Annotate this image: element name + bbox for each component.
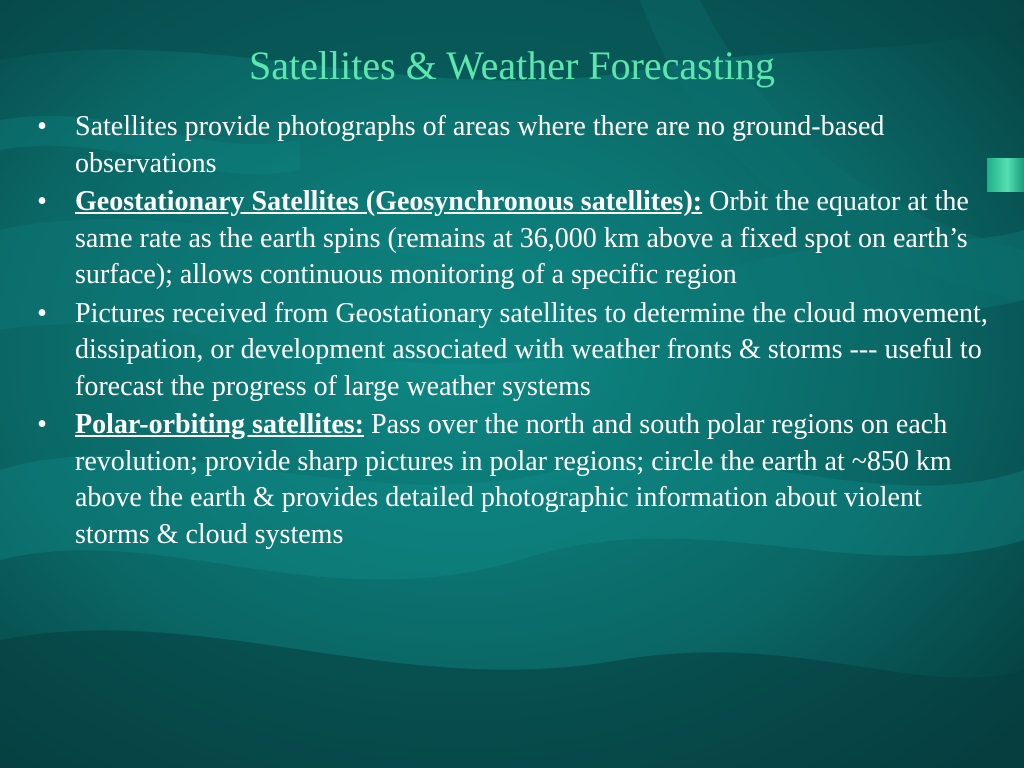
bullet-item — [32, 407, 992, 553]
bullet-list — [32, 109, 992, 555]
bullet-text: Pictures received from Geostationary satellites to determine the cloud movement, dissipation, or development associated with weather fronts & storms --- useful to forecast the progress of large weather systems — [75, 297, 988, 402]
bullet-item — [32, 109, 992, 182]
bullet-icon: • — [37, 409, 47, 440]
accent-tab — [987, 158, 1024, 192]
bullet-item — [32, 184, 992, 294]
bullet-icon: • — [37, 111, 47, 142]
bullet-text: Orbit the equator at the same rate as the earth spins (remains at 36,000 km above a fixed spot on earth’s surface); allows continuous monitoring of a specific region — [75, 186, 969, 290]
bullet-text: Pass over the north and south polar regions on each revolution; provide sharp pictures in polar regions; circle the earth at ~850 km above the earth & provides detailed photographic information about violent storms & cloud systems — [75, 409, 952, 550]
bullet-term: Polar-orbiting satellites: — [75, 409, 365, 440]
bullet-item — [32, 296, 992, 406]
bullet-icon: • — [37, 186, 47, 217]
bullet-text: Satellites provide photographs of areas where there are no ground-based observations — [75, 111, 885, 179]
slide-title: Satellites & Weather Forecasting — [249, 43, 775, 88]
bullet-term: Geostationary Satellites (Geosynchronous satellites): — [75, 186, 703, 217]
bullet-icon: • — [37, 297, 47, 329]
